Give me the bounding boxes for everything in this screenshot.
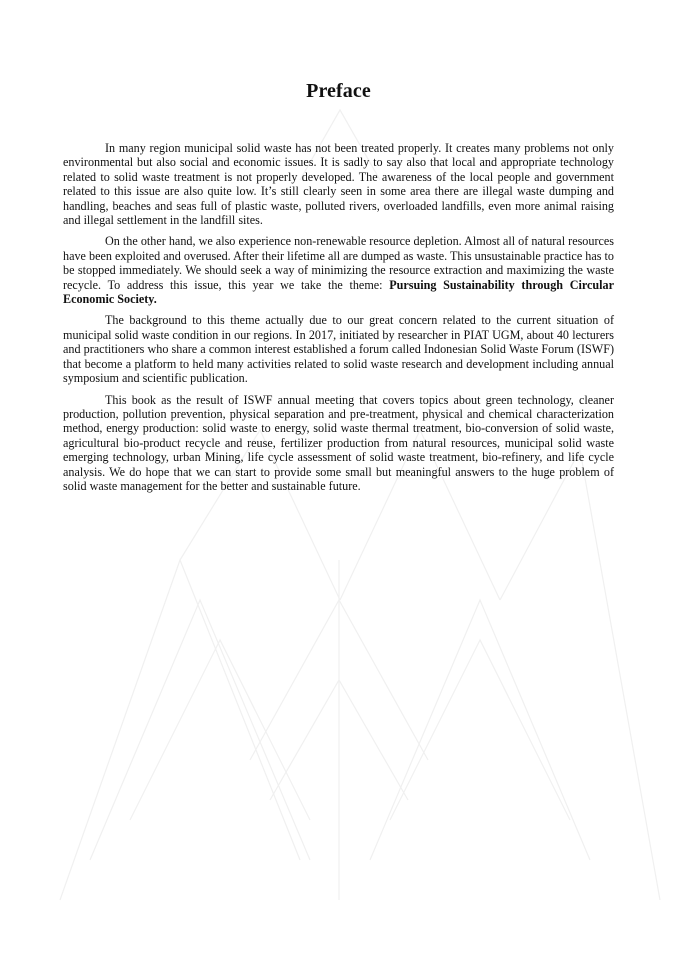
document-page [63,80,614,500]
paragraph-1 [63,141,614,227]
paragraph-4 [63,393,614,494]
page-title: Preface [306,80,371,102]
paragraph-2-text: On the other hand, we also experience non-renewable resource depletion. Almost all of natural resources have been exploited and overused. After their lifetime all are dumped as waste. This unsustainable practice has to be stopped immediately. We should seek a way of minimizing the resource extraction and maximizing the waste recycle. To address this issue, this year we take the theme: [63,234,614,292]
paragraph-1-text: In many region municipal solid waste has not been treated properly. It creates many problems not only environmental but also social and economic issues. It is sadly to say also that local and appropriate technology related to solid waste treatment is not properly developed. The awareness of the local people and government related to this issue are also quite low. It’s still clearly seen in some area there are illegal waste dumping and handling, beaches and seas full of plastic waste, polluted rivers, overloaded landfills, even more animal raising and illegal settlement in the landfill sites. [63,141,614,228]
paragraph-4-text: This book as the result of ISWF annual meeting that covers topics about green technology, cleaner production, pollution prevention, physical separation and pre-treatment, physical and chemical characterization method, energy production: solid waste to energy, solid waste thermal treatment, bio-conversion of solid waste, agricultural bio-product recycle and reuse, fertilizer production from natural resources, municipal solid waste emerging technology, urban Mining, life cycle assessment of solid waste treatment, bio-refinery, and life cycle analysis. We do hope that we can start to provide some small but meaningful answers to the huge problem of solid waste management for the better and sustainable future. [63,392,614,493]
paragraph-2 [63,234,614,306]
paragraph-3 [63,313,614,385]
paragraph-3-text: The background to this theme actually due to our great concern related to the current situation of municipal solid waste condition in our regions. In 2017, initiated by researcher in PIAT UGM, about 40 lecturers and practitioners who share a common interest established a forum called Indonesian Solid Waste Forum (ISWF) that become a platform to held many activities related to solid waste research and development including annual symposium and scientific publication. [63,313,614,386]
theme-emphasis: Pursuing Sustainability through Circular Economic Society. [63,277,615,307]
